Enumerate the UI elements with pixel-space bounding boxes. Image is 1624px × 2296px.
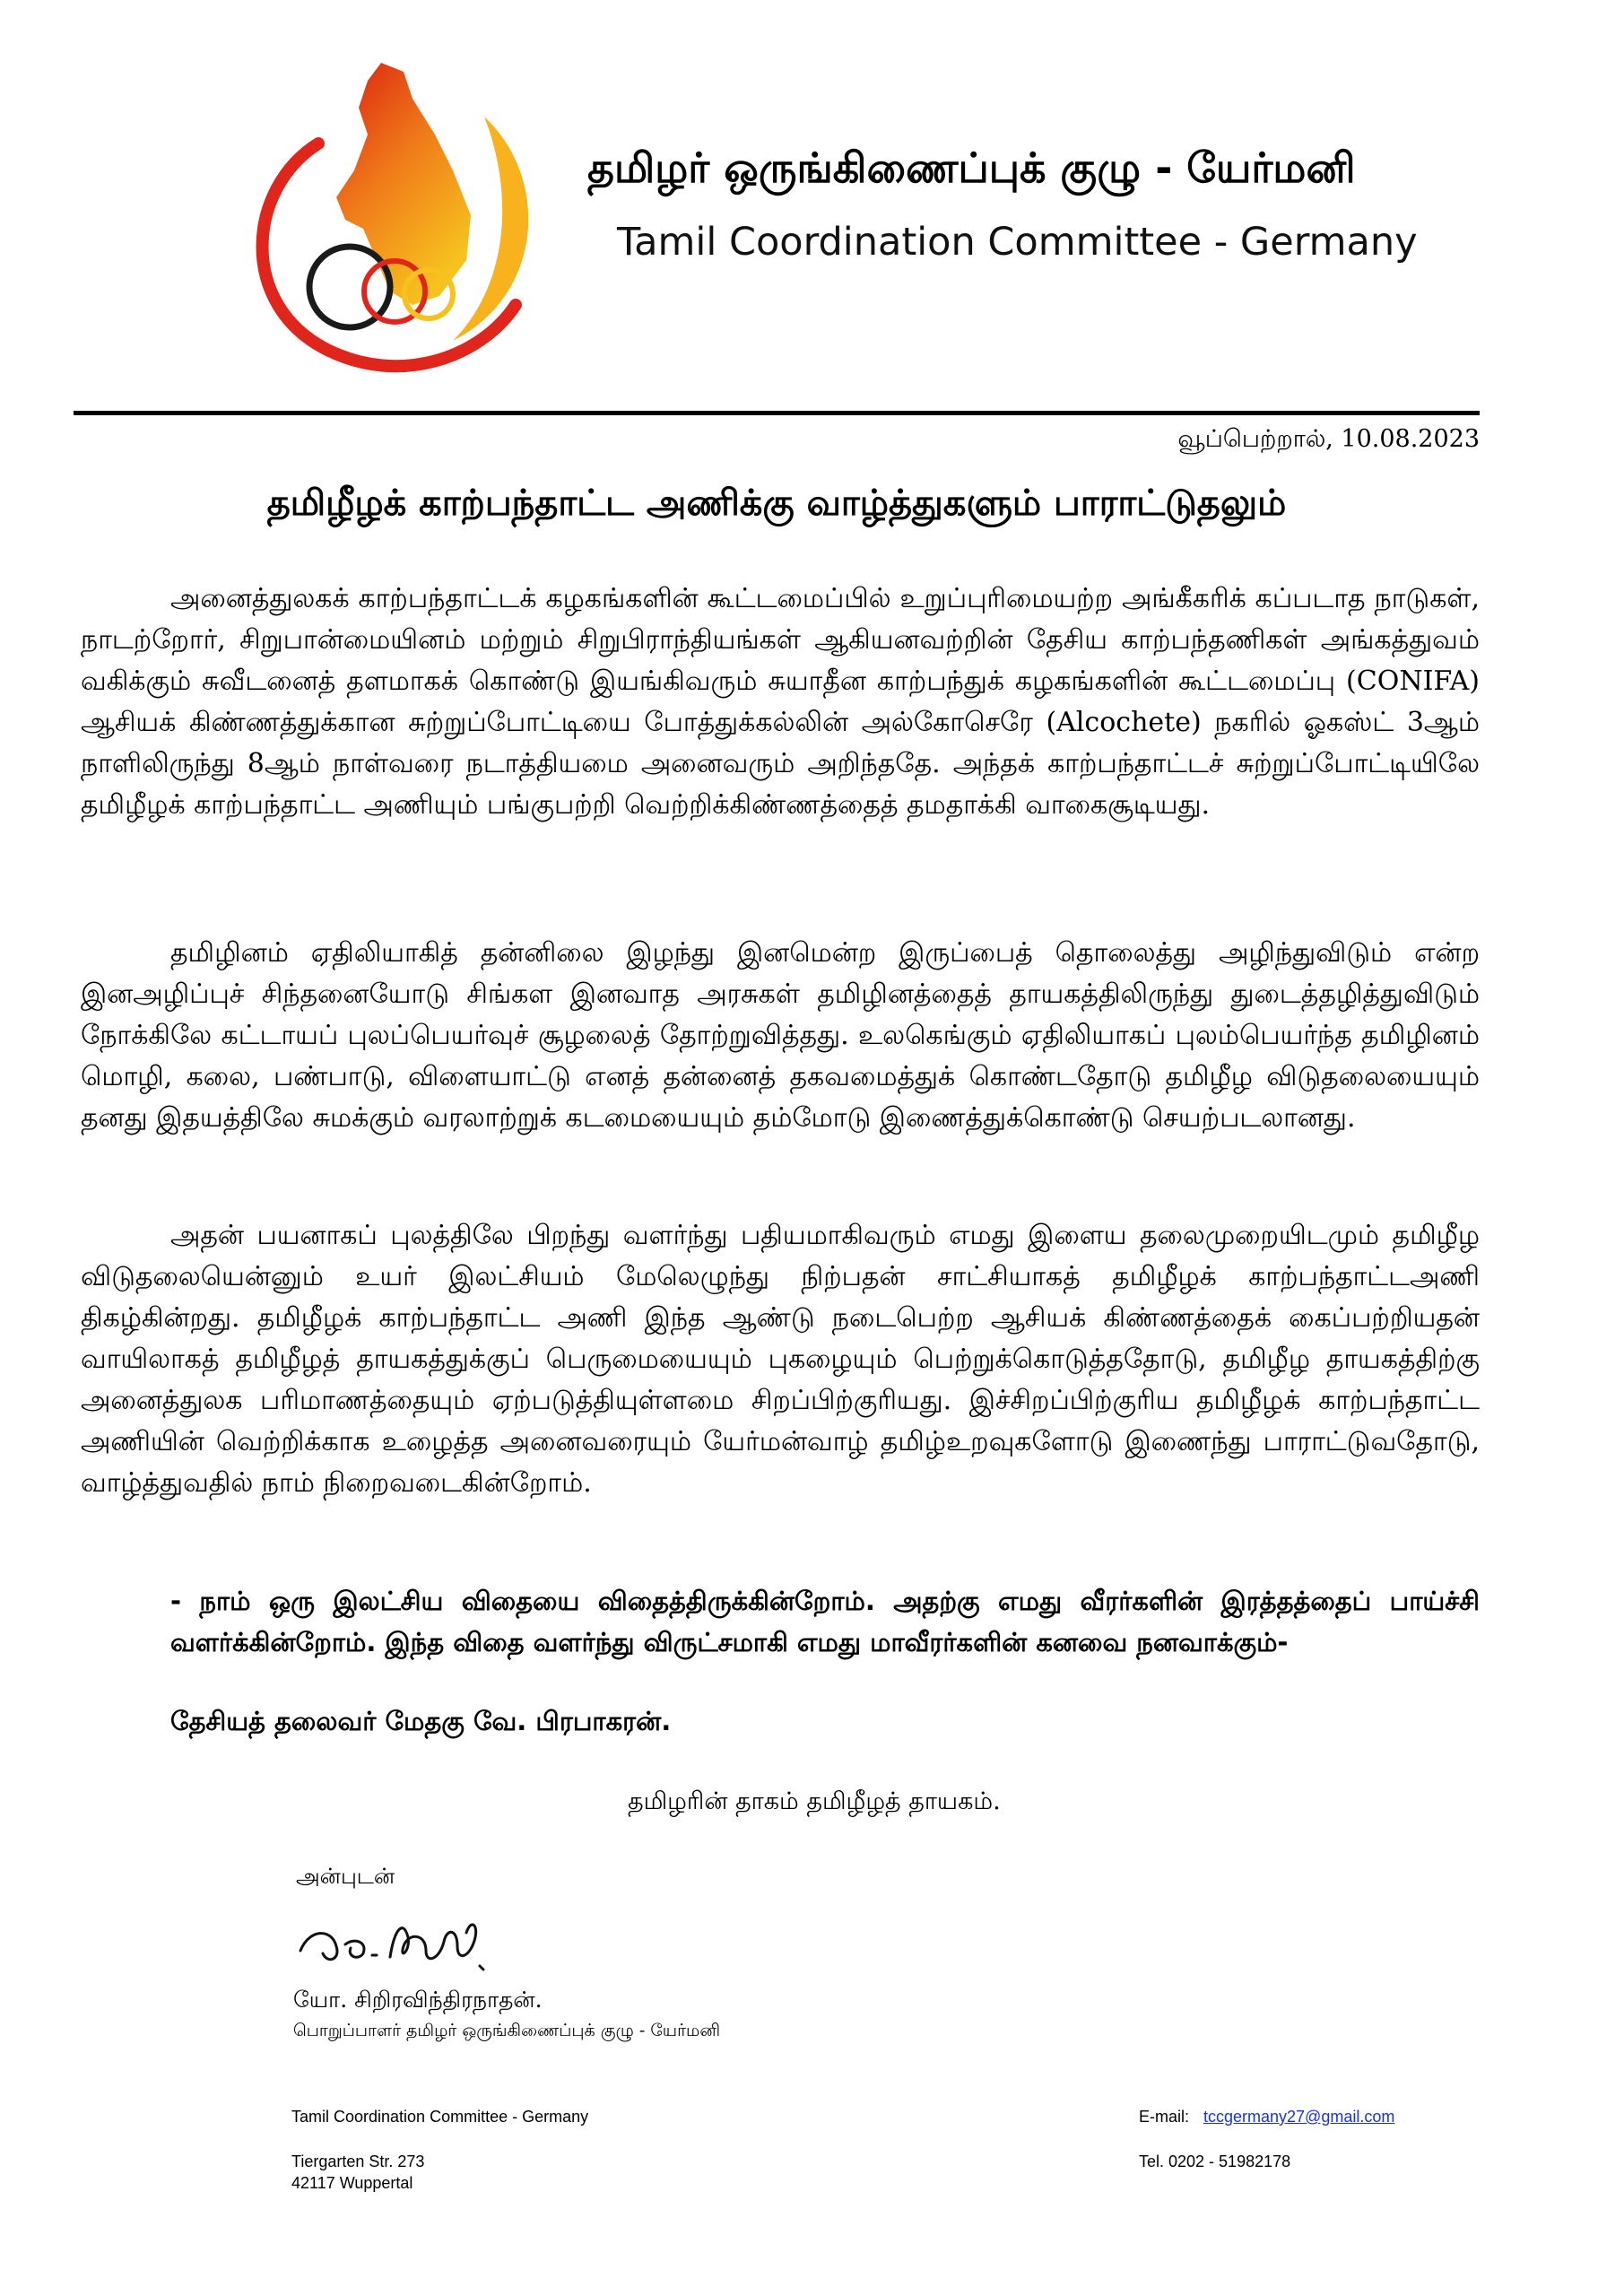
- org-name-english: Tamil Coordination Committee - Germany: [617, 220, 1418, 265]
- header-divider: [74, 411, 1480, 415]
- salutation: அன்புடன்: [296, 1864, 395, 1889]
- handwritten-signature: [291, 1901, 534, 1982]
- logo-island-shape: [336, 63, 471, 305]
- signer-name: யோ. சிறிரவிந்திரநாதன்.: [293, 1987, 543, 2013]
- footer-city: 42117 Wuppertal: [291, 2174, 413, 2192]
- footer-email-label: E-mail:: [1139, 2108, 1190, 2126]
- body-paragraph-3: அதன் பயனாகப் புலத்திலே பிறந்து வளர்ந்து பதியமாகிவரும் எமது இளைய தலைமுறையிடமும் தமிழீழ விடுதலையென்னும் உயர் இலட்சியம் மேலெழுந்து நிற்பதன் சாட்சியாகத் தமிழீழக் காற்பந்தாட்டஅணி திகழ்கின்றது. தமிழீழக் காற்பந்தாட்ட அணி இந்த ஆண்டு நடைபெற்ற ஆசியக் கிண்ணத்தைக் கைப்பற்றியதன் வாயிலாகத் தமிழீழத் தாயகத்துக்குப் பெருமையையும் புகழையும் பெற்றுக்கொடுத்ததோடு, தமிழீழ தாயகத்திற்கு அனைத்துலக பரிமாணத்தையும் ஏற்படுத்தியுள்ளமை சிறப்பிற்குரியது. இச்சிறப்பிற்குரிய தமிழீழக் காற்பந்தாட்ட அணியின் வெற்றிக்காக உழைத்த அனைவரையும் யேர்மன்வாழ் தமிழ்உறவுகளோடு இணைந்து பாராட்டுவதோடு, வாழ்த்துவதில் நாம் நிறைவடைகின்றோம்.: [81, 1220, 1480, 1499]
- quote-author: தேசியத் தலைவர் மேதகு வே. பிரபாகரன்.: [170, 1706, 672, 1736]
- footer-street: Tiergarten Str. 273: [291, 2152, 425, 2170]
- footer-email-link[interactable]: tccgermany27@gmail.com: [1203, 2108, 1395, 2126]
- letter-date: வூப்பெற்றால், 10.08.2023: [1177, 425, 1480, 453]
- body-paragraph-1: அனைத்துலகக் காற்பந்தாட்டக் கழகங்களின் கூட்டமைப்பில் உறுப்புரிமையற்ற அங்கீகரிக் கப்படாத நாடுகள், நாடற்றோர், சிறுபான்மையினம் மற்றும் சிறுபிராந்தியங்கள் ஆகியனவற்றின் தேசிய காற்பந்தணிகள் அங்கத்துவம் வகிக்கும் சுவீடனைத் தளமாகக் கொண்டு இயங்கிவரும் சுயாதீன காற்பந்துக் கழகங்களின் கூட்டமைப்பு (CONIFA) ஆசியக் கிண்ணத்துக்கான சுற்றுப்போட்டியை போத்துக்கல்லின் அல்கோசெரே (Alcochete) நகரில் ஓகஸ்ட் 3ஆம் நாளிலிருந்து 8ஆம் நாள்வரை நடாத்தியமை அனைவரும் அறிந்ததே. அந்தக் காற்பந்தாட்டச் சுற்றுப்போட்டியிலே தமிழீழக் காற்பந்தாட்ட அணியும் பங்குபற்றி வெற்றிக்கிண்ணத்தைத் தமதாக்கி வாகைசூடியது.: [81, 583, 1480, 821]
- closing-slogan: தமிழரின் தாகம் தமிழீழத் தாயகம்.: [628, 1787, 1001, 1815]
- footer-telephone: Tel. 0202 - 51982178: [1139, 2152, 1291, 2170]
- org-name-tamil: தமிழர் ஒருங்கிணைப்புக் குழு - யேர்மனி: [587, 144, 1356, 192]
- leader-quote: - நாம் ஒரு இலட்சிய விதையை விதைத்திருக்கின்றோம். அதற்கு எமது வீரர்களின் இரத்தத்தைப் பாய்ச்சி வளர்க்கின்றோம். இந்த விதை வளர்ந்து விருட்சமாகி எமது மாவீரர்களின் கனவை நனவாக்கும்-: [170, 1586, 1480, 1657]
- tcc-logo: [211, 36, 569, 395]
- signer-role: பொறுப்பாளர் தமிழர் ஒருங்கிணைப்புக் குழு - யேர்மனி: [293, 2021, 721, 2040]
- body-paragraph-2: தமிழினம் ஏதிலியாகித் தன்னிலை இழந்து இனமென்ற இருப்பைத் தொலைத்து அழிந்துவிடும் என்ற இனஅழிப்புச் சிந்தனையோடு சிங்கள இனவாத அரசுகள் தமிழினத்தைத் தாயகத்திலிருந்து துடைத்தழித்துவிடும் நோக்கிலே கட்டாயப் புலப்பெயர்வுச் சூழலைத் தோற்றுவித்தது. உலகெங்கும் ஏதிலியாகப் புலம்பெயர்ந்த தமிழினம் மொழி, கலை, பண்பாடு, விளையாட்டு எனத் தன்னைத் தகவமைத்துக் கொண்டதோடு தமிழீழ விடுதலையையும் தனது இதயத்திலே சுமக்கும் வரலாற்றுக் கடமையையும் தம்மோடு இணைத்துக்கொண்டு செயற்படலானது.: [81, 937, 1480, 1134]
- footer-org: Tamil Coordination Committee - Germany: [291, 2108, 589, 2126]
- letter-title: தமிழீழக் காற்பந்தாட்ட அணிக்கு வாழ்த்துகளும் பாராட்டுதலும்: [266, 483, 1287, 524]
